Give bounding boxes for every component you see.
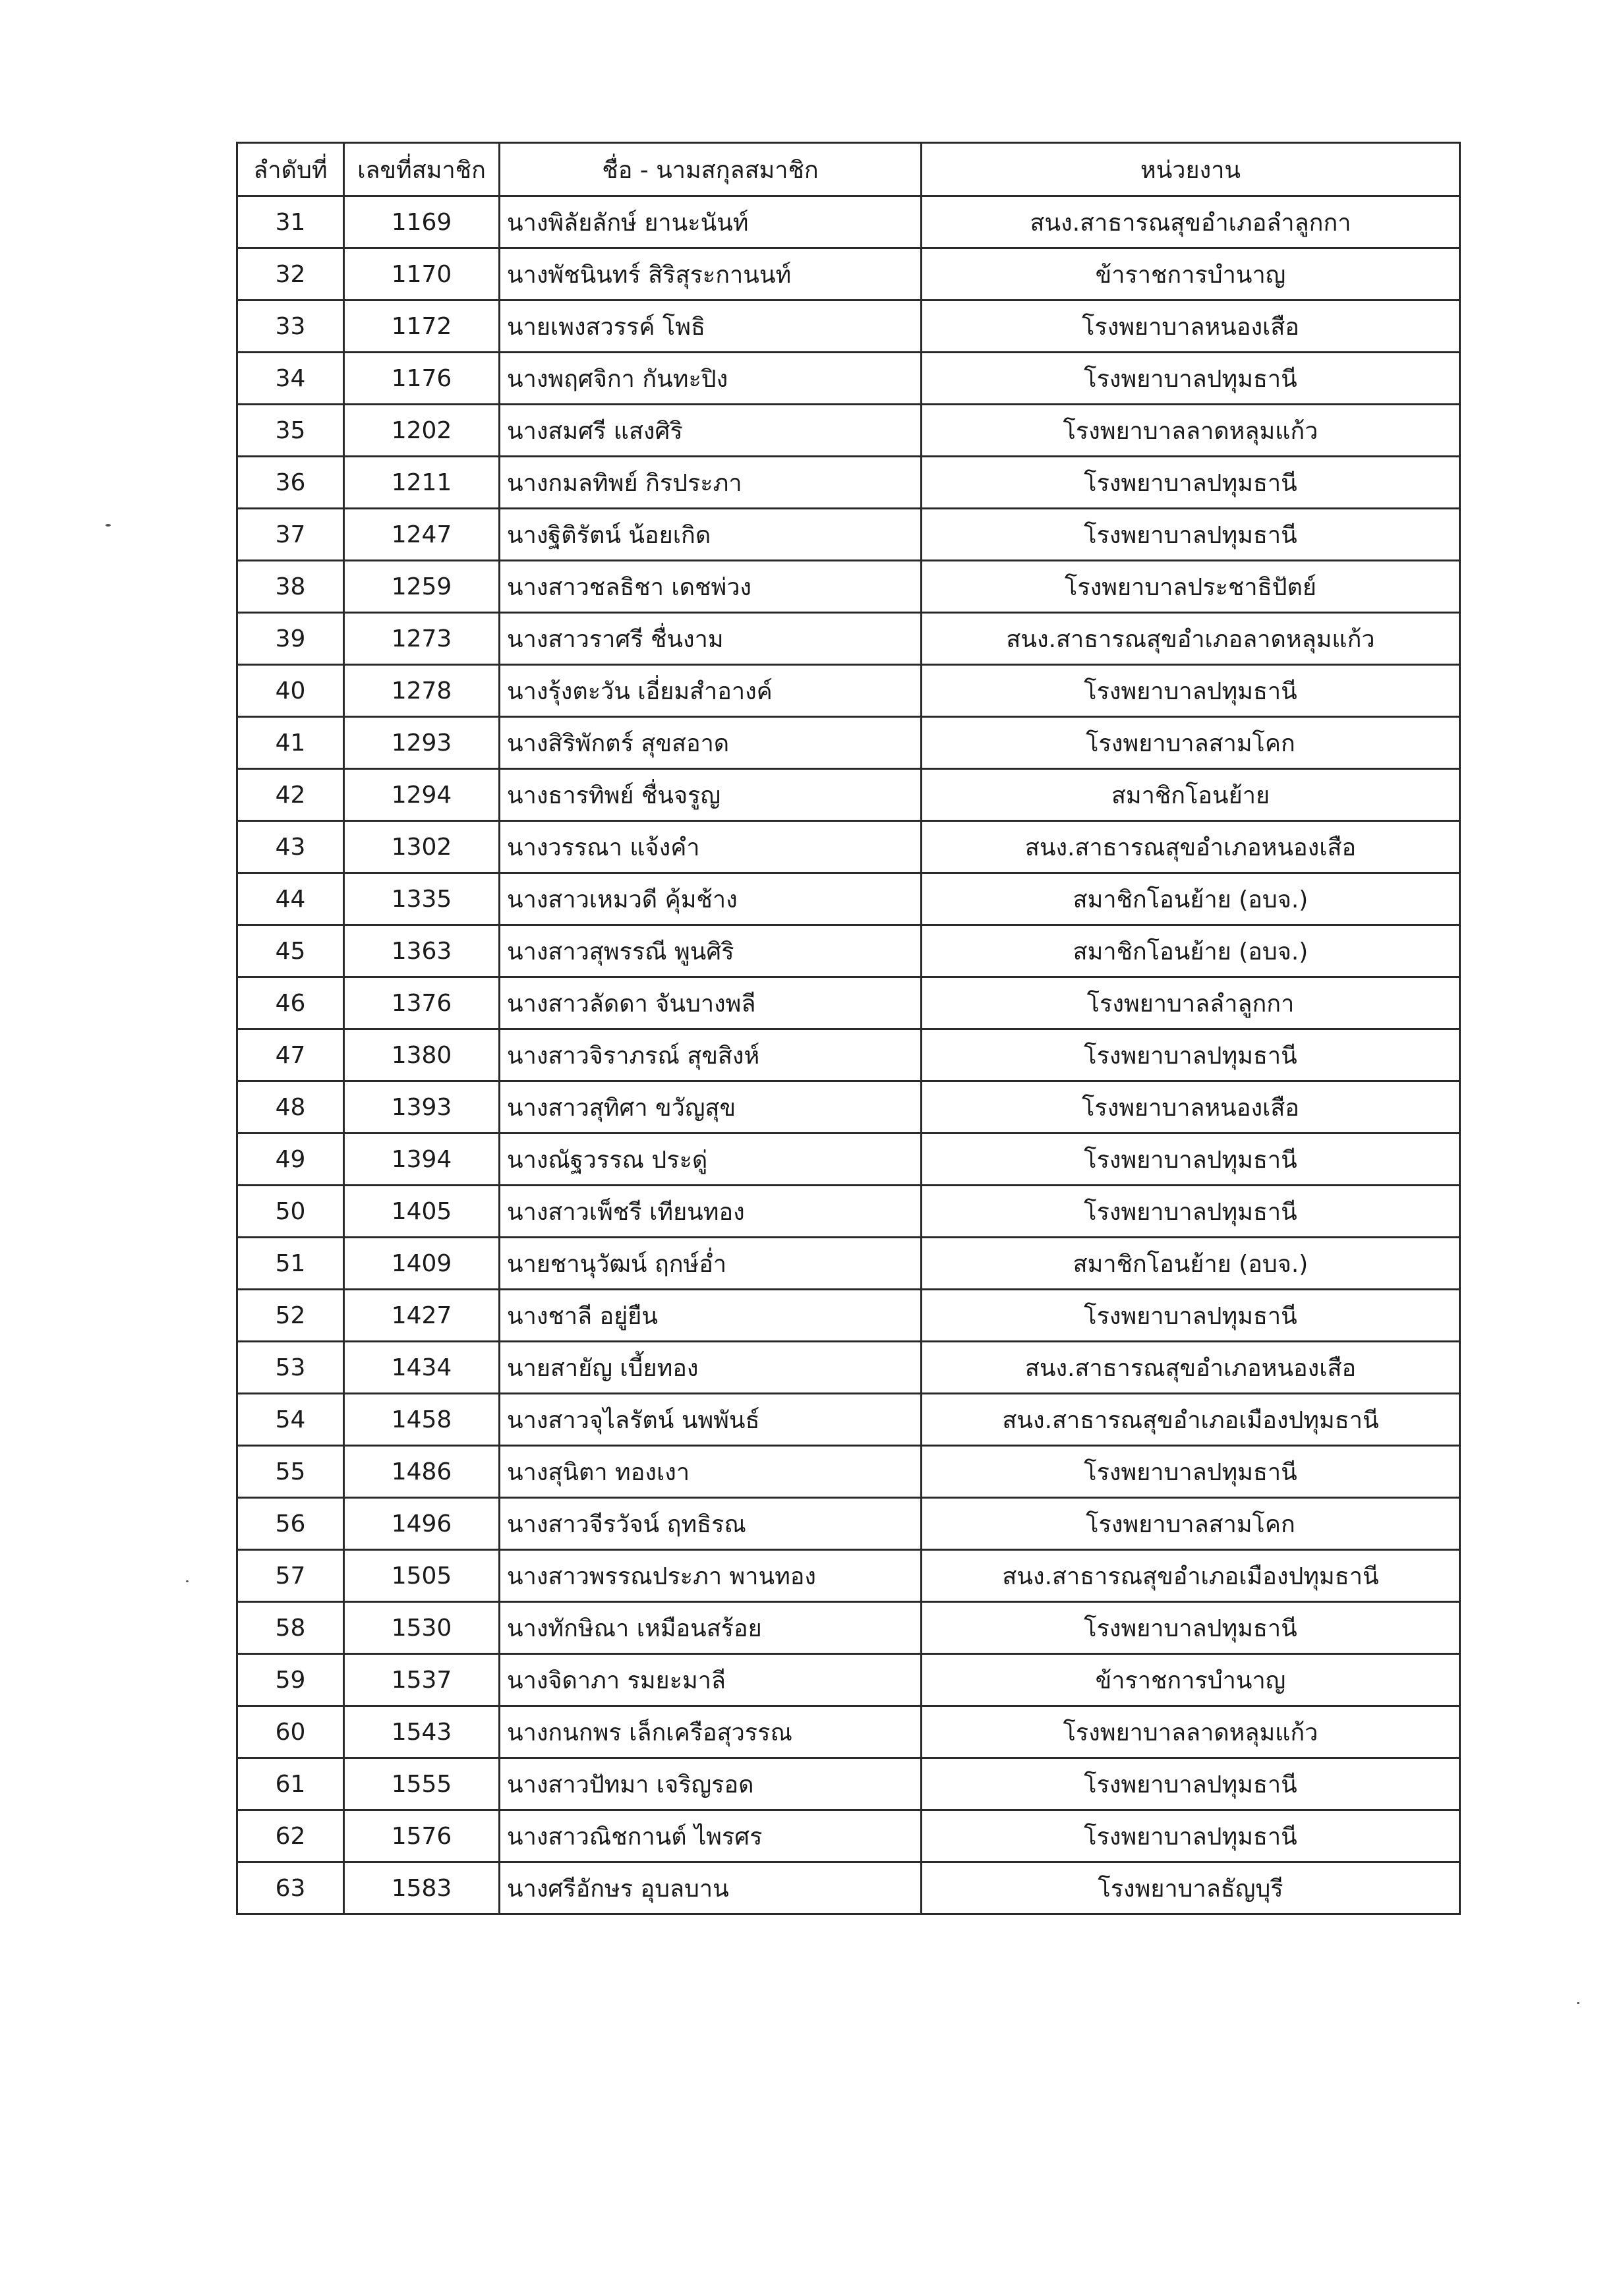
row-unit-cell: โรงพยาบาลปทุมธานี	[922, 353, 1460, 405]
row-name-cell: นางสิริพักตร์ สุขสอาด	[500, 717, 922, 769]
table-row	[237, 509, 1460, 561]
row-name-cell: นางสาวราศรี ชื่นงาม	[500, 613, 922, 665]
row-unit-cell: โรงพยาบาลสามโคก	[922, 717, 1460, 769]
row-name-cell: นางสาวพรรณประภา พานทอง	[500, 1550, 922, 1602]
row-order-cell: 33	[237, 301, 344, 353]
header-order: ลำดับที่	[237, 143, 344, 196]
table-row	[237, 1550, 1460, 1602]
row-order-cell: 39	[237, 613, 344, 665]
member-table	[236, 142, 1461, 1915]
row-unit-cell: สนง.สาธารณสุขอำเภอลาดหลุมแก้ว	[922, 613, 1460, 665]
row-unit-cell: โรงพยาบาลปทุมธานี	[922, 457, 1460, 509]
row-unit-cell: โรงพยาบาลปทุมธานี	[922, 1758, 1460, 1810]
row-name-cell: นางฐิติรัตน์ น้อยเกิด	[500, 509, 922, 561]
row-member-id-cell: 1293	[344, 717, 500, 769]
table-row	[237, 1290, 1460, 1342]
row-name-cell: นางสาวจิราภรณ์ สุขสิงห์	[500, 1029, 922, 1081]
row-order-cell: 62	[237, 1810, 344, 1862]
row-member-id-cell: 1543	[344, 1706, 500, 1758]
row-unit-cell: โรงพยาบาลลาดหลุมแก้ว	[922, 1706, 1460, 1758]
row-name-cell: นางสาวจีรวัจน์ ฤทธิรณ	[500, 1498, 922, 1550]
row-order-cell: 46	[237, 977, 344, 1029]
row-name-cell: นางกมลทิพย์ กิรประภา	[500, 457, 922, 509]
row-member-id-cell: 1202	[344, 405, 500, 457]
table-row	[237, 665, 1460, 717]
row-name-cell: นายเพงสวรรค์ โพธิ	[500, 301, 922, 353]
table-row	[237, 1394, 1460, 1446]
row-member-id-cell: 1458	[344, 1394, 500, 1446]
row-unit-cell: โรงพยาบาลสามโคก	[922, 1498, 1460, 1550]
row-name-cell: นางสาวปัทมา เจริญรอด	[500, 1758, 922, 1810]
row-member-id-cell: 1405	[344, 1186, 500, 1238]
scan-speck	[1577, 2002, 1579, 2004]
row-unit-cell: สนง.สาธารณสุขอำเภอเมืองปทุมธานี	[922, 1550, 1460, 1602]
table-row	[237, 1186, 1460, 1238]
row-order-cell: 53	[237, 1342, 344, 1394]
row-order-cell: 49	[237, 1134, 344, 1186]
row-name-cell: นางวรรณา แจ้งคำ	[500, 821, 922, 873]
table-header	[237, 143, 1460, 196]
row-member-id-cell: 1530	[344, 1602, 500, 1654]
row-order-cell: 59	[237, 1654, 344, 1706]
row-member-id-cell: 1294	[344, 769, 500, 821]
row-unit-cell: โรงพยาบาลปทุมธานี	[922, 1029, 1460, 1081]
row-order-cell: 48	[237, 1081, 344, 1134]
row-member-id-cell: 1169	[344, 196, 500, 248]
row-name-cell: นางธารทิพย์ ชื่นจรูญ	[500, 769, 922, 821]
row-order-cell: 54	[237, 1394, 344, 1446]
row-unit-cell: สมาชิกโอนย้าย	[922, 769, 1460, 821]
table-row	[237, 977, 1460, 1029]
row-name-cell: นางสาวลัดดา จันบางพลี	[500, 977, 922, 1029]
row-name-cell: นางสาวสุพรรณี พูนศิริ	[500, 925, 922, 977]
table-row	[237, 1238, 1460, 1290]
row-order-cell: 37	[237, 509, 344, 561]
row-member-id-cell: 1259	[344, 561, 500, 613]
row-member-id-cell: 1537	[344, 1654, 500, 1706]
row-member-id-cell: 1409	[344, 1238, 500, 1290]
row-name-cell: นางจิดาภา รมยะมาลี	[500, 1654, 922, 1706]
row-name-cell: นางกนกพร เล็กเครือสุวรรณ	[500, 1706, 922, 1758]
table-header-row	[237, 143, 1460, 196]
table-row	[237, 1446, 1460, 1498]
row-order-cell: 52	[237, 1290, 344, 1342]
table-row	[237, 1029, 1460, 1081]
row-name-cell: นางศรีอักษร อุบลบาน	[500, 1862, 922, 1914]
row-member-id-cell: 1273	[344, 613, 500, 665]
table-row	[237, 353, 1460, 405]
row-order-cell: 63	[237, 1862, 344, 1914]
row-name-cell: นางพิลัยลักษ์ ยานะนันท์	[500, 196, 922, 248]
row-order-cell: 58	[237, 1602, 344, 1654]
row-name-cell: นางสุนิตา ทองเงา	[500, 1446, 922, 1498]
row-member-id-cell: 1496	[344, 1498, 500, 1550]
table-row	[237, 1706, 1460, 1758]
row-unit-cell: โรงพยาบาลปทุมธานี	[922, 1446, 1460, 1498]
table-row	[237, 301, 1460, 353]
row-unit-cell: โรงพยาบาลหนองเสือ	[922, 301, 1460, 353]
row-order-cell: 40	[237, 665, 344, 717]
header-unit: หน่วยงาน	[922, 143, 1460, 196]
row-unit-cell: สมาชิกโอนย้าย (อบจ.)	[922, 925, 1460, 977]
row-member-id-cell: 1176	[344, 353, 500, 405]
table-row	[237, 1758, 1460, 1810]
table-row	[237, 1810, 1460, 1862]
row-order-cell: 38	[237, 561, 344, 613]
row-unit-cell: สมาชิกโอนย้าย (อบจ.)	[922, 873, 1460, 925]
row-member-id-cell: 1247	[344, 509, 500, 561]
row-member-id-cell: 1302	[344, 821, 500, 873]
row-order-cell: 35	[237, 405, 344, 457]
row-member-id-cell: 1486	[344, 1446, 500, 1498]
row-name-cell: นายสายัญ เบี้ยทอง	[500, 1342, 922, 1394]
scan-speck	[105, 524, 111, 527]
row-member-id-cell: 1363	[344, 925, 500, 977]
table-row	[237, 405, 1460, 457]
row-member-id-cell: 1555	[344, 1758, 500, 1810]
row-order-cell: 41	[237, 717, 344, 769]
row-unit-cell: โรงพยาบาลปทุมธานี	[922, 1290, 1460, 1342]
row-unit-cell: โรงพยาบาลปทุมธานี	[922, 1602, 1460, 1654]
row-unit-cell: สมาชิกโอนย้าย (อบจ.)	[922, 1238, 1460, 1290]
row-unit-cell: โรงพยาบาลปทุมธานี	[922, 665, 1460, 717]
row-unit-cell: ข้าราชการบำนาญ	[922, 1654, 1460, 1706]
row-unit-cell: โรงพยาบาลปทุมธานี	[922, 1810, 1460, 1862]
row-unit-cell: สนง.สาธารณสุขอำเภอเมืองปทุมธานี	[922, 1394, 1460, 1446]
row-name-cell: นางทักษิณา เหมือนสร้อย	[500, 1602, 922, 1654]
row-member-id-cell: 1211	[344, 457, 500, 509]
row-unit-cell: โรงพยาบาลหนองเสือ	[922, 1081, 1460, 1134]
row-name-cell: นางชาลี อยู่ยืน	[500, 1290, 922, 1342]
row-name-cell: นางสาวจุไลรัตน์ นพพันธ์	[500, 1394, 922, 1446]
row-member-id-cell: 1394	[344, 1134, 500, 1186]
row-name-cell: นางสาวชลธิชา เดชพ่วง	[500, 561, 922, 613]
row-order-cell: 45	[237, 925, 344, 977]
table-row	[237, 248, 1460, 301]
table-row	[237, 873, 1460, 925]
row-order-cell: 50	[237, 1186, 344, 1238]
row-member-id-cell: 1376	[344, 977, 500, 1029]
row-name-cell: นางสาวเพ็ชรี เทียนทอง	[500, 1186, 922, 1238]
row-name-cell: นางณัฐวรรณ ประดู่	[500, 1134, 922, 1186]
row-order-cell: 44	[237, 873, 344, 925]
table-row	[237, 1602, 1460, 1654]
row-order-cell: 32	[237, 248, 344, 301]
table-row	[237, 769, 1460, 821]
table-row	[237, 196, 1460, 248]
row-member-id-cell: 1278	[344, 665, 500, 717]
row-member-id-cell: 1335	[344, 873, 500, 925]
row-order-cell: 31	[237, 196, 344, 248]
row-unit-cell: โรงพยาบาลธัญบุรี	[922, 1862, 1460, 1914]
row-unit-cell: โรงพยาบาลปทุมธานี	[922, 1186, 1460, 1238]
row-order-cell: 47	[237, 1029, 344, 1081]
row-name-cell: นายชานุวัฒน์ ฤกษ์อ่ำ	[500, 1238, 922, 1290]
header-member-id: เลขที่สมาชิก	[344, 143, 500, 196]
header-name: ชื่อ - นามสกุลสมาชิก	[500, 143, 922, 196]
row-order-cell: 36	[237, 457, 344, 509]
table-body	[237, 196, 1460, 1914]
table-row	[237, 457, 1460, 509]
row-name-cell: นางพฤศจิกา กันทะปิง	[500, 353, 922, 405]
row-member-id-cell: 1576	[344, 1810, 500, 1862]
table-row	[237, 1134, 1460, 1186]
table-row	[237, 821, 1460, 873]
row-name-cell: นางรุ้งตะวัน เอี่ยมสำอางค์	[500, 665, 922, 717]
table-row	[237, 1654, 1460, 1706]
row-member-id-cell: 1505	[344, 1550, 500, 1602]
row-member-id-cell: 1434	[344, 1342, 500, 1394]
row-order-cell: 42	[237, 769, 344, 821]
row-name-cell: นางสาวเหมวดี คุ้มช้าง	[500, 873, 922, 925]
table-row	[237, 613, 1460, 665]
row-order-cell: 57	[237, 1550, 344, 1602]
row-unit-cell: โรงพยาบาลปทุมธานี	[922, 509, 1460, 561]
row-unit-cell: สนง.สาธารณสุขอำเภอหนองเสือ	[922, 1342, 1460, 1394]
row-member-id-cell: 1393	[344, 1081, 500, 1134]
row-unit-cell: สนง.สาธารณสุขอำเภอหนองเสือ	[922, 821, 1460, 873]
row-order-cell: 56	[237, 1498, 344, 1550]
row-member-id-cell: 1172	[344, 301, 500, 353]
row-order-cell: 55	[237, 1446, 344, 1498]
row-order-cell: 51	[237, 1238, 344, 1290]
row-order-cell: 43	[237, 821, 344, 873]
row-name-cell: นางสาวณิชกานต์ ไพรศร	[500, 1810, 922, 1862]
row-unit-cell: โรงพยาบาลปทุมธานี	[922, 1134, 1460, 1186]
row-unit-cell: โรงพยาบาลลำลูกกา	[922, 977, 1460, 1029]
row-unit-cell: สนง.สาธารณสุขอำเภอลำลูกกา	[922, 196, 1460, 248]
table-row	[237, 717, 1460, 769]
row-member-id-cell: 1583	[344, 1862, 500, 1914]
row-name-cell: นางสมศรี แสงศิริ	[500, 405, 922, 457]
row-unit-cell: โรงพยาบาลประชาธิปัตย์	[922, 561, 1460, 613]
row-member-id-cell: 1427	[344, 1290, 500, 1342]
row-order-cell: 61	[237, 1758, 344, 1810]
row-order-cell: 60	[237, 1706, 344, 1758]
row-member-id-cell: 1380	[344, 1029, 500, 1081]
table-row	[237, 1862, 1460, 1914]
table-row	[237, 1081, 1460, 1134]
row-unit-cell: ข้าราชการบำนาญ	[922, 248, 1460, 301]
table-row	[237, 561, 1460, 613]
table-row	[237, 1342, 1460, 1394]
table-row	[237, 925, 1460, 977]
table-row	[237, 1498, 1460, 1550]
row-name-cell: นางสาวสุทิศา ขวัญสุข	[500, 1081, 922, 1134]
row-order-cell: 34	[237, 353, 344, 405]
row-member-id-cell: 1170	[344, 248, 500, 301]
scan-speck	[186, 1580, 189, 1582]
row-name-cell: นางพัชนินทร์ สิริสุระกานนท์	[500, 248, 922, 301]
row-unit-cell: โรงพยาบาลลาดหลุมแก้ว	[922, 405, 1460, 457]
